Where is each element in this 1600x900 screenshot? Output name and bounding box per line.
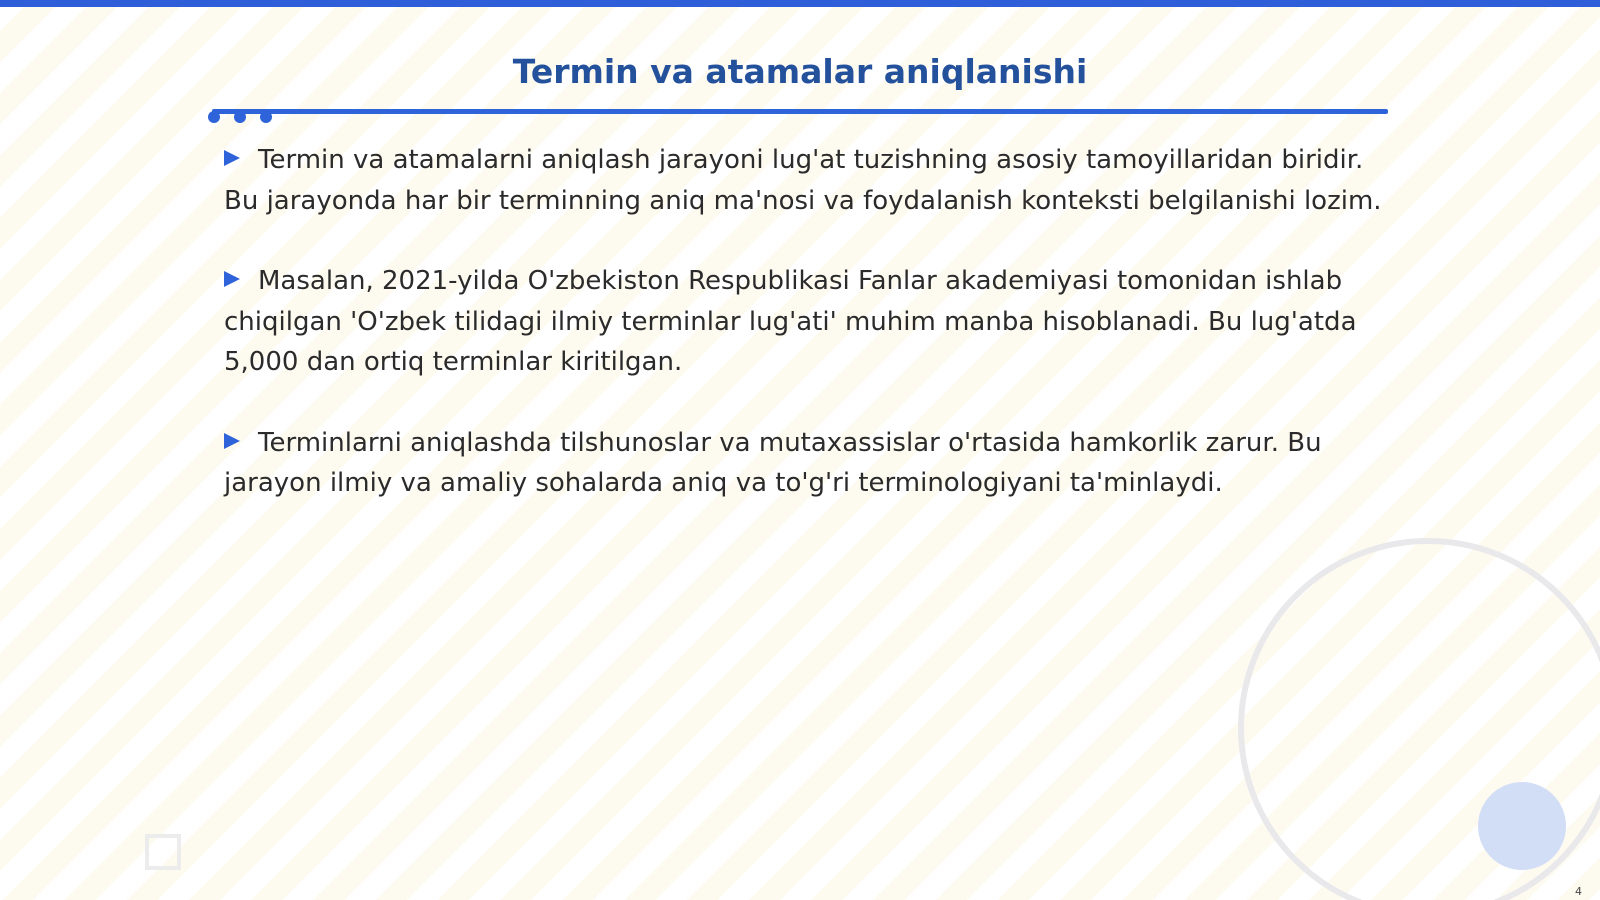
bullet-paragraph (224, 140, 1384, 221)
triangle-bullet-icon (224, 271, 240, 287)
paragraph-text: Masalan, 2021-yilda O'zbekiston Respublikasi Fanlar akademiyasi tomonidan ishlab chiqilgan 'O'zbek tilidagi ilmiy terminlar lug'ati' muhim manba hisoblanadi. Bu lug'atda 5,000 dan ortiq terminlar kiritilgan. (224, 266, 1357, 377)
top-accent-bar (0, 0, 1600, 7)
bullet-paragraph (224, 261, 1384, 383)
paragraph-text: Terminlarni aniqlashda tilshunoslar va mutaxassislar o'rtasida hamkorlik zarur. Bu jarayon ilmiy va amaliy sohalarda aniq va to'g'ri terminologiyani ta'minlaydi. (224, 427, 1322, 498)
decorative-blue-circle (1478, 782, 1566, 870)
page-number: 4 (1575, 885, 1582, 898)
triangle-bullet-icon (224, 433, 240, 449)
bullet-list (224, 140, 1384, 544)
paragraph-text: Termin va atamalarni aniqlash jarayoni lug'at tuzishning asosiy tamoyillaridan biridir. Bu jarayonda har bir terminning aniq ma'nosi va foydalanish konteksti belgilanishi lozim. (224, 145, 1382, 216)
slide-title: Termin va atamalar aniqlanishi (512, 52, 1088, 91)
title-underline (212, 109, 1388, 114)
bullet-paragraph (224, 423, 1384, 504)
decor-dot (234, 111, 246, 123)
decor-dot (208, 111, 220, 123)
triangle-bullet-icon (224, 150, 240, 166)
decorative-square (145, 834, 181, 870)
decor-dot (260, 111, 272, 123)
